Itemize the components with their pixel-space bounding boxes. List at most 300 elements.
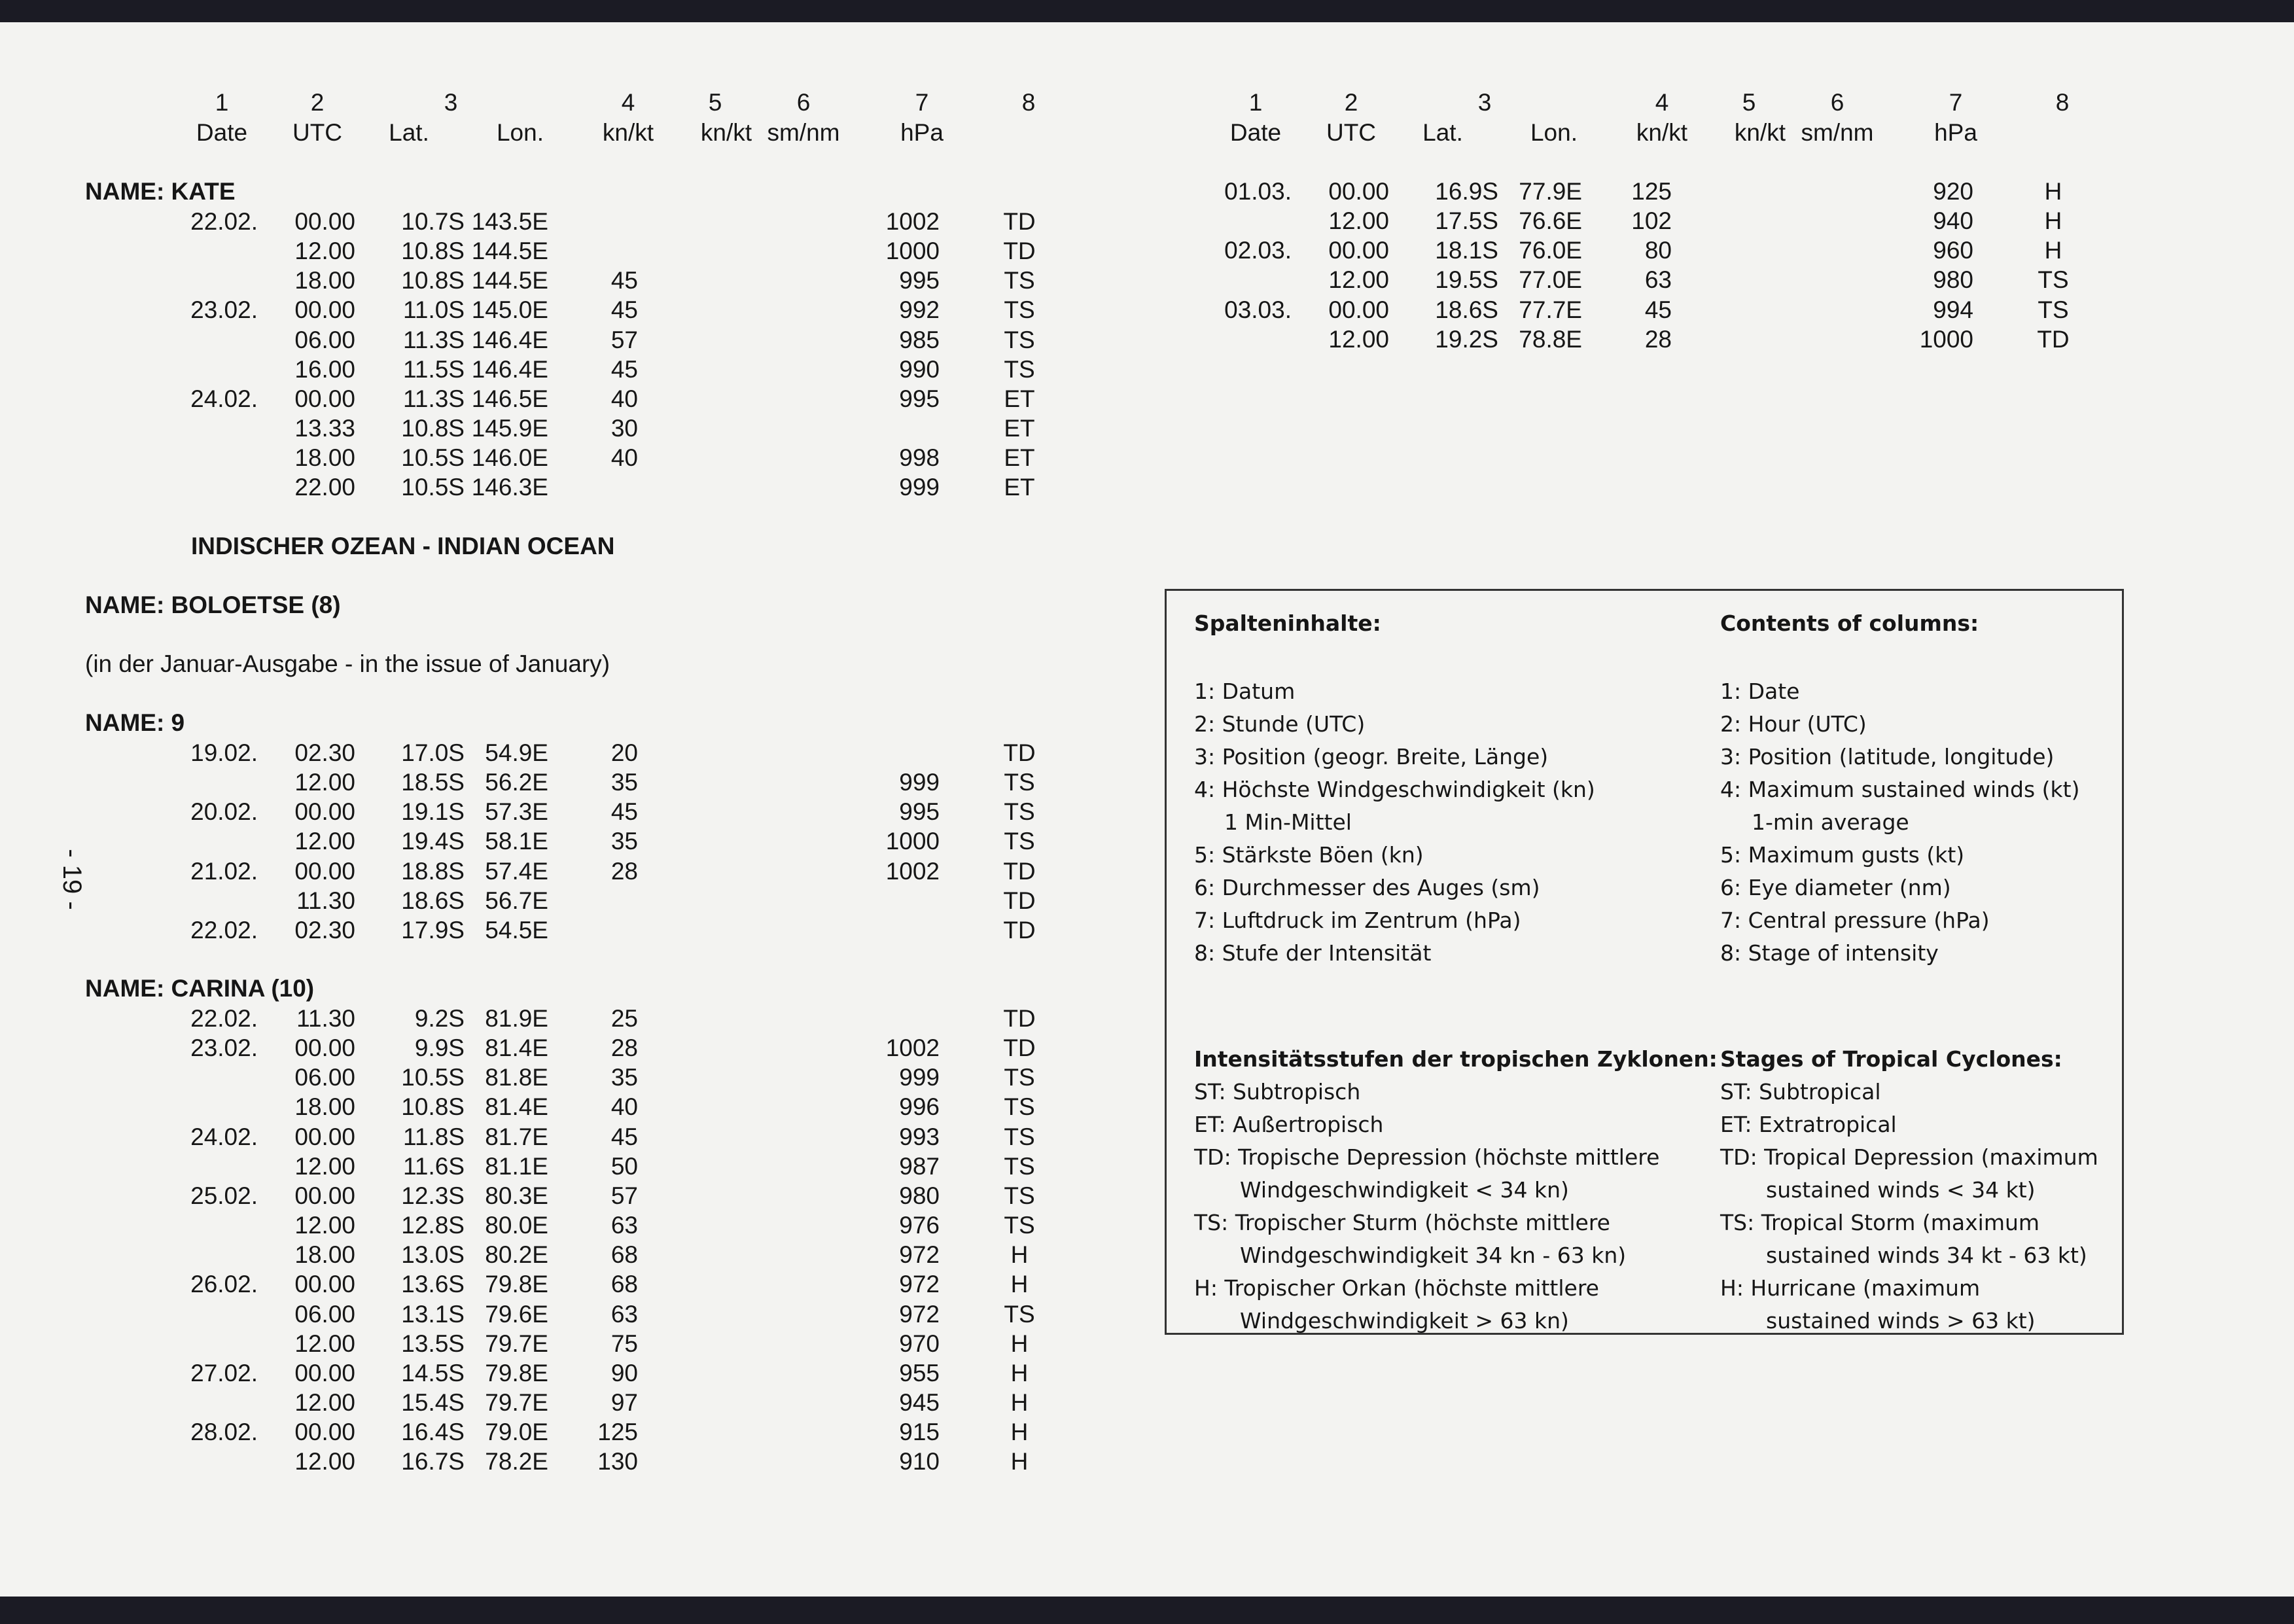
cell-date: 25.02. (190, 1182, 258, 1209)
cell-pressure: 999 (899, 1064, 940, 1091)
table-row (0, 443, 1112, 472)
cell-lat: 17.0S (401, 739, 465, 766)
cell-wind: 30 (610, 415, 638, 442)
cell-lat: 15.4S (401, 1388, 465, 1416)
cell-stage: TD (1003, 739, 1036, 766)
cell-wind: 35 (610, 828, 638, 855)
col-num-6: 6 (796, 89, 811, 116)
legend-title-en: Contents of columns: (1720, 610, 1979, 636)
cell-lat: 19.4S (401, 828, 465, 855)
cell-utc: 18.00 (294, 1093, 355, 1121)
legend-de-item: 4: Höchste Windgeschwindigkeit (kn) (1194, 777, 1595, 802)
col-num-3: 3 (444, 89, 458, 116)
cell-wind: 125 (1631, 178, 1672, 205)
table-row (0, 738, 1112, 768)
cell-utc: 00.00 (294, 296, 355, 324)
table-row (0, 236, 1112, 266)
cell-pressure: 995 (899, 267, 940, 294)
table-row (0, 915, 1112, 945)
cell-utc: 00.00 (1328, 296, 1389, 323)
cell-lon: 76.0E (1519, 237, 1582, 264)
cell-stage: H (1010, 1241, 1029, 1269)
cell-lon: 77.7E (1519, 296, 1582, 323)
cell-stage: H (1010, 1271, 1029, 1298)
cell-stage: TD (1003, 1034, 1036, 1062)
storm-title-9: NAME: 9 (85, 709, 185, 736)
legend-de-stage: TD: Tropische Depression (höchste mittlere (1194, 1144, 1660, 1170)
cell-date: 01.03. (1224, 178, 1292, 205)
cell-date: 03.03. (1224, 296, 1292, 323)
cell-utc: 18.00 (294, 1241, 355, 1269)
legend-de-stage: Windgeschwindigkeit > 63 kn) (1240, 1308, 1569, 1333)
cell-lon: 81.4E (485, 1034, 548, 1062)
cell-date: 22.02. (190, 208, 258, 235)
cell-lon: 144.5E (471, 267, 548, 294)
col-label-date: Date (196, 119, 248, 146)
cell-lon: 145.9E (471, 415, 548, 442)
table-row (0, 826, 1112, 856)
cell-lon: 56.7E (485, 887, 548, 914)
cell-stage: ET (1004, 474, 1035, 501)
cell-pressure: 992 (899, 296, 940, 324)
cell-lat: 11.0S (403, 296, 465, 324)
cell-stage: TS (1004, 1152, 1035, 1180)
cell-pressure: 972 (899, 1271, 940, 1298)
cell-lat: 10.7S (401, 208, 465, 235)
cell-pressure: 960 (1933, 237, 1973, 264)
cell-pressure: 985 (899, 326, 940, 353)
cell-lat: 16.9S (1435, 178, 1498, 205)
cell-utc: 18.00 (294, 444, 355, 472)
page-number-text: - 19 - (58, 849, 86, 910)
legend-de-item: 3: Position (geogr. Breite, Länge) (1194, 744, 1549, 769)
cell-utc: 06.00 (294, 1064, 355, 1091)
cell-lon: 54.9E (485, 739, 548, 766)
cell-lon: 144.5E (471, 238, 548, 265)
cell-date: 28.02. (190, 1419, 258, 1446)
cell-lat: 11.3S (403, 326, 465, 353)
table-row (0, 886, 1112, 915)
cell-lon: 76.6E (1519, 207, 1582, 235)
cell-stage: TS (1004, 1300, 1035, 1328)
table-row (0, 1417, 1112, 1447)
col-num-7: 7 (1949, 89, 1963, 116)
table-row (0, 1004, 1112, 1033)
cell-lat: 19.1S (401, 798, 465, 826)
cell-pressure: 995 (899, 385, 940, 412)
table-row (0, 1447, 1112, 1476)
cell-pressure: 1002 (885, 857, 940, 885)
cell-date: 24.02. (190, 1123, 258, 1150)
col-label-lat: Lat. (389, 119, 429, 146)
cell-utc: 06.00 (294, 326, 355, 353)
cell-utc: 18.00 (294, 267, 355, 294)
cell-lat: 10.8S (401, 238, 465, 265)
cell-lat: 11.5S (403, 355, 465, 383)
cell-pressure: 972 (899, 1300, 940, 1328)
legend-de-stage: TS: Tropischer Sturm (höchste mittlere (1194, 1210, 1610, 1235)
cell-utc: 11.30 (296, 887, 355, 914)
col-label-date: Date (1229, 119, 1282, 146)
cell-lon: 81.8E (485, 1064, 548, 1091)
cell-utc: 12.00 (294, 1330, 355, 1357)
table-row (0, 1269, 1112, 1299)
cell-stage: H (1010, 1448, 1029, 1475)
table-row (0, 355, 1112, 384)
cell-date: 26.02. (190, 1271, 258, 1298)
cell-wind: 28 (610, 1034, 638, 1062)
col-label-smnm: sm/nm (1801, 119, 1874, 146)
cell-lat: 10.8S (401, 1093, 465, 1121)
cell-wind: 63 (610, 1300, 638, 1328)
cell-utc: 12.00 (1328, 325, 1389, 353)
cell-date: 21.02. (190, 857, 258, 885)
cell-utc: 00.00 (294, 208, 355, 235)
table-row (0, 1181, 1112, 1210)
cell-utc: 00.00 (294, 1419, 355, 1446)
cell-wind: 45 (1644, 296, 1672, 323)
table-row (1034, 295, 2146, 325)
cell-stage: TD (1003, 238, 1036, 265)
cell-stage: ET (1004, 444, 1035, 472)
cell-lat: 19.2S (1435, 325, 1498, 353)
cell-lat: 10.5S (401, 444, 465, 472)
cell-stage: TD (1003, 857, 1036, 885)
cell-wind: 68 (610, 1241, 638, 1269)
col-label-smnm: sm/nm (767, 119, 840, 146)
cell-lon: 79.0E (485, 1419, 548, 1446)
cell-wind: 68 (610, 1271, 638, 1298)
cell-pressure: 996 (899, 1093, 940, 1121)
cell-lat: 13.6S (401, 1271, 465, 1298)
cell-lat: 13.5S (401, 1330, 465, 1357)
cell-pressure: 976 (899, 1212, 940, 1239)
cell-lat: 13.0S (401, 1241, 465, 1269)
cell-pressure: 915 (899, 1419, 940, 1446)
cell-utc: 06.00 (294, 1300, 355, 1328)
col-label-lon: Lon. (1530, 119, 1578, 146)
table-row (0, 325, 1112, 355)
cell-wind: 40 (610, 444, 638, 472)
col-label-knkt-1: kn/kt (1636, 119, 1688, 146)
cell-stage: TS (2038, 266, 2069, 294)
legend-en-item: 8: Stage of intensity (1720, 940, 1939, 966)
cell-lon: 79.7E (485, 1388, 548, 1416)
cell-lon: 145.0E (471, 296, 548, 324)
cell-lon: 146.4E (471, 326, 548, 353)
cell-stage: TS (1004, 1093, 1035, 1121)
legend-de-stage: ST: Subtropisch (1194, 1079, 1361, 1104)
col-num-8: 8 (1021, 89, 1036, 116)
legend-stage-title-de: Intensitätsstufen der tropischen Zyklonen: (1194, 1046, 1718, 1072)
legend-de-stage: Windgeschwindigkeit 34 kn - 63 kn) (1240, 1243, 1627, 1268)
cell-utc: 02.30 (294, 739, 355, 766)
col-label-knkt-1: kn/kt (602, 119, 654, 146)
boloetse-note: (in der Januar-Ausgabe - in the issue of January) (85, 650, 610, 677)
cell-lon: 57.3E (485, 798, 548, 826)
col-num-8: 8 (2055, 89, 2070, 116)
table-row (1034, 177, 2146, 206)
cell-date: 22.02. (190, 1005, 258, 1032)
cell-stage: ET (1004, 415, 1035, 442)
cell-lon: 57.4E (485, 857, 548, 885)
table-row (1034, 325, 2146, 354)
cell-lon: 80.2E (485, 1241, 548, 1269)
cell-stage: TD (1003, 1005, 1036, 1032)
cell-wind: 25 (610, 1005, 638, 1032)
cell-lon: 77.0E (1519, 266, 1582, 294)
cell-lat: 16.4S (401, 1419, 465, 1446)
cell-pressure: 970 (899, 1330, 940, 1357)
cell-wind: 63 (1644, 266, 1672, 294)
col-label-knkt-2: kn/kt (1734, 119, 1786, 146)
cell-stage: TS (1004, 828, 1035, 855)
cell-utc: 12.00 (294, 1212, 355, 1239)
left-column-labels (0, 118, 1112, 147)
cell-utc: 12.00 (294, 1388, 355, 1416)
cell-lon: 146.4E (471, 355, 548, 383)
col-label-hpa: hPa (1934, 119, 1977, 146)
legend-en-item: 5: Maximum gusts (kt) (1720, 842, 1965, 868)
table-row (0, 472, 1112, 502)
table-row (0, 266, 1112, 295)
cell-stage: TD (2037, 325, 2070, 353)
cell-lat: 10.8S (401, 267, 465, 294)
cell-wind: 63 (610, 1212, 638, 1239)
cell-utc: 11.30 (296, 1005, 355, 1032)
table-row (0, 1240, 1112, 1269)
cell-lon: 146.3E (471, 474, 548, 501)
table-row (0, 797, 1112, 826)
legend-stage-title-en: Stages of Tropical Cyclones: (1720, 1046, 2062, 1072)
cell-stage: TS (2038, 296, 2069, 323)
cell-lat: 12.3S (401, 1182, 465, 1209)
cell-stage: TS (1004, 798, 1035, 826)
cell-utc: 12.00 (1328, 207, 1389, 235)
cell-pressure: 910 (899, 1448, 940, 1475)
cell-lon: 78.8E (1519, 325, 1582, 353)
cell-wind: 57 (610, 326, 638, 353)
table-row (0, 768, 1112, 797)
cell-utc: 00.00 (294, 798, 355, 826)
cell-wind: 28 (610, 857, 638, 885)
cell-wind: 35 (610, 769, 638, 796)
right-column-labels (1034, 118, 2146, 147)
section-title-indian-ocean: INDISCHER OZEAN - INDIAN OCEAN (191, 533, 615, 559)
col-num-4: 4 (621, 89, 635, 116)
cell-pressure: 1002 (885, 208, 940, 235)
cell-wind: 50 (610, 1152, 638, 1180)
cell-utc: 00.00 (1328, 178, 1389, 205)
cell-lat: 18.1S (1435, 237, 1498, 264)
cell-stage: H (2044, 178, 2062, 205)
cell-lat: 16.7S (401, 1448, 465, 1475)
cell-lat: 18.5S (401, 769, 465, 796)
legend-de-item: 1: Datum (1194, 679, 1296, 704)
table-row (0, 1033, 1112, 1063)
cell-date: 23.02. (190, 1034, 258, 1062)
col-num-2: 2 (310, 89, 325, 116)
cell-date: 19.02. (190, 739, 258, 766)
cell-pressure: 980 (1933, 266, 1973, 294)
cell-pressure: 1002 (885, 1034, 940, 1062)
col-num-3: 3 (1477, 89, 1492, 116)
cell-date: 22.02. (190, 916, 258, 944)
cell-utc: 12.00 (294, 828, 355, 855)
legend-en-item: 3: Position (latitude, longitude) (1720, 744, 2055, 769)
cell-stage: H (2044, 207, 2062, 235)
cell-pressure: 994 (1933, 296, 1973, 323)
left-column-numbers (0, 88, 1112, 117)
cell-lon: 79.8E (485, 1359, 548, 1386)
right-column-numbers (1034, 88, 2146, 117)
legend-en-item: 6: Eye diameter (nm) (1720, 875, 1951, 900)
legend-de-item: 6: Durchmesser des Auges (sm) (1194, 875, 1540, 900)
legend-en-stage: sustained winds > 63 kt) (1766, 1308, 2036, 1333)
cell-pressure: 999 (899, 769, 940, 796)
col-label-knkt-2: kn/kt (700, 119, 752, 146)
cell-wind: 35 (610, 1064, 638, 1091)
table-row (0, 1388, 1112, 1417)
col-label-lon: Lon. (496, 119, 544, 146)
cell-stage: TS (1004, 355, 1035, 383)
cell-lon: 80.3E (485, 1182, 548, 1209)
cell-lon: 81.1E (485, 1152, 548, 1180)
legend-en-item: 4: Maximum sustained winds (kt) (1720, 777, 2080, 802)
cell-stage: TS (1004, 1123, 1035, 1150)
cell-stage: H (1010, 1388, 1029, 1416)
table-row (0, 1122, 1112, 1152)
table-row (0, 414, 1112, 443)
cell-stage: TS (1004, 267, 1035, 294)
page-number (52, 840, 92, 925)
cell-date: 02.03. (1224, 237, 1292, 264)
cell-utc: 12.00 (294, 1152, 355, 1180)
cell-lat: 10.5S (401, 474, 465, 501)
legend-de-item: 7: Luftdruck im Zentrum (hPa) (1194, 908, 1521, 933)
cell-wind: 57 (610, 1182, 638, 1209)
cell-utc: 12.00 (294, 1448, 355, 1475)
cell-wind: 130 (597, 1448, 638, 1475)
cell-lon: 79.7E (485, 1330, 548, 1357)
legend-en-item: 7: Central pressure (hPa) (1720, 908, 1990, 933)
cell-pressure: 972 (899, 1241, 940, 1269)
col-num-7: 7 (915, 89, 929, 116)
cell-lat: 13.1S (401, 1300, 465, 1328)
cell-lon: 143.5E (471, 208, 548, 235)
legend-en-item: 2: Hour (UTC) (1720, 711, 1867, 737)
legend-de-item: 1 Min-Mittel (1224, 809, 1352, 835)
cell-stage: ET (1004, 385, 1035, 412)
cell-wind: 90 (610, 1359, 638, 1386)
cell-wind: 45 (610, 355, 638, 383)
cell-utc: 00.00 (294, 1182, 355, 1209)
cell-lon: 80.0E (485, 1212, 548, 1239)
cell-utc: 12.00 (294, 238, 355, 265)
cell-date: 27.02. (190, 1359, 258, 1386)
cell-wind: 45 (610, 798, 638, 826)
cell-stage: TS (1004, 296, 1035, 324)
cell-utc: 02.30 (294, 916, 355, 944)
cell-date: 23.02. (190, 296, 258, 324)
legend-de-stage: H: Tropischer Orkan (höchste mittlere (1194, 1275, 1599, 1301)
cell-pressure: 980 (899, 1182, 940, 1209)
cell-stage: TS (1004, 1064, 1035, 1091)
legend-de-stage: ET: Außertropisch (1194, 1112, 1384, 1137)
table-row (0, 295, 1112, 325)
cell-lon: 81.9E (485, 1005, 548, 1032)
cell-pressure: 945 (899, 1388, 940, 1416)
cell-lon: 79.8E (485, 1271, 548, 1298)
document-page (0, 22, 2294, 1597)
table-row (0, 384, 1112, 414)
cell-lat: 18.6S (1435, 296, 1498, 323)
table-row (1034, 206, 2146, 236)
cell-lon: 146.5E (471, 385, 548, 412)
cell-wind: 40 (610, 1093, 638, 1121)
cell-lat: 11.3S (403, 385, 465, 412)
col-num-5: 5 (1742, 89, 1756, 116)
legend-box (1165, 589, 2124, 1335)
cell-lat: 18.6S (401, 887, 465, 914)
col-label-lat: Lat. (1422, 119, 1463, 146)
cell-lat: 19.5S (1435, 266, 1498, 294)
cell-pressure: 987 (899, 1152, 940, 1180)
legend-de-item: 8: Stufe der Intensität (1194, 940, 1432, 966)
table-row (0, 1092, 1112, 1121)
legend-de-item: 5: Stärkste Böen (kn) (1194, 842, 1424, 868)
table-row (1034, 265, 2146, 294)
table-row (0, 1152, 1112, 1181)
cell-lat: 11.8S (403, 1123, 465, 1150)
cell-pressure: 999 (899, 474, 940, 501)
cell-lat: 10.8S (401, 415, 465, 442)
cell-lat: 18.8S (401, 857, 465, 885)
cell-stage: TS (1004, 1212, 1035, 1239)
cell-lat: 10.5S (401, 1064, 465, 1091)
table-row (0, 1063, 1112, 1092)
cell-lat: 9.2S (414, 1005, 465, 1032)
col-label-utc: UTC (1326, 119, 1377, 146)
cell-wind: 97 (610, 1388, 638, 1416)
cell-lat: 14.5S (401, 1359, 465, 1386)
cell-lat: 9.9S (414, 1034, 465, 1062)
col-label-hpa: hPa (900, 119, 944, 146)
cell-pressure: 940 (1933, 207, 1973, 235)
cell-lon: 78.2E (485, 1448, 548, 1475)
cell-utc: 00.00 (294, 1034, 355, 1062)
legend-de-stage: Windgeschwindigkeit < 34 kn) (1240, 1177, 1569, 1203)
cell-utc: 13.33 (294, 415, 355, 442)
cell-wind: 20 (610, 739, 638, 766)
cell-stage: TS (1004, 326, 1035, 353)
cell-lon: 77.9E (1519, 178, 1582, 205)
cell-utc: 00.00 (294, 857, 355, 885)
legend-en-stage: TD: Tropical Depression (maximum (1720, 1144, 2098, 1170)
legend-en-stage: ST: Subtropical (1720, 1079, 1881, 1104)
cell-utc: 22.00 (294, 474, 355, 501)
cell-wind: 40 (610, 385, 638, 412)
cell-lat: 17.9S (401, 916, 465, 944)
cell-stage: H (1010, 1419, 1029, 1446)
cell-wind: 28 (1644, 325, 1672, 353)
table-row (0, 1299, 1112, 1329)
cell-stage: H (1010, 1359, 1029, 1386)
legend-en-stage: sustained winds < 34 kt) (1766, 1177, 2036, 1203)
cell-lon: 58.1E (485, 828, 548, 855)
cell-stage: TD (1003, 887, 1036, 914)
cell-lon: 56.2E (485, 769, 548, 796)
